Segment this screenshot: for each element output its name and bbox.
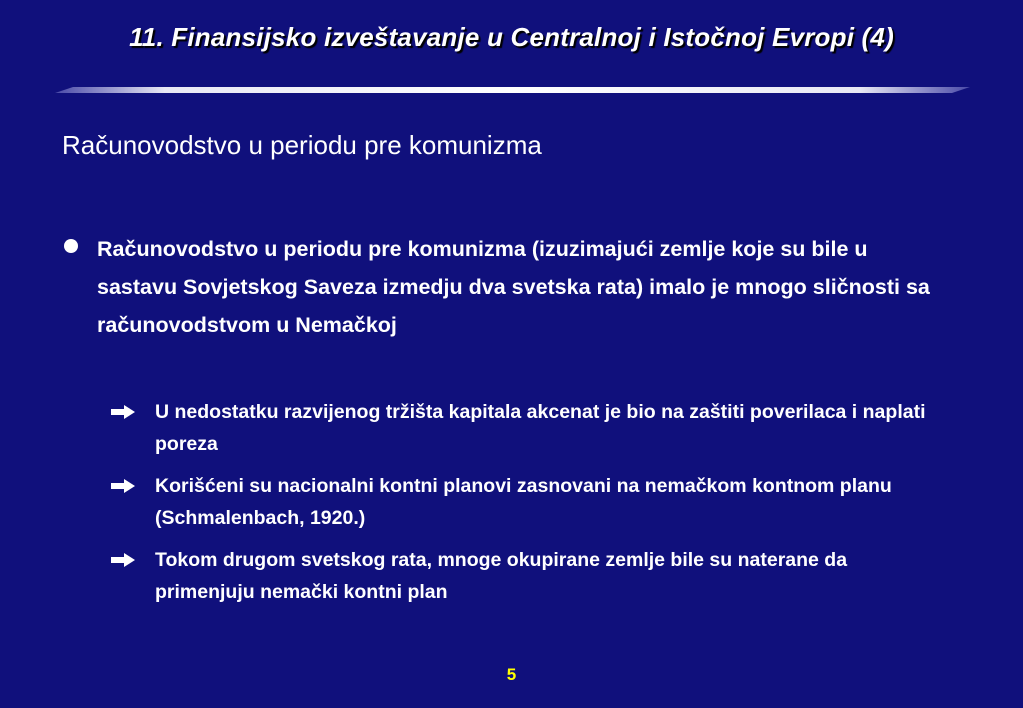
sub-bullet-text: Korišćeni su nacionalni kontni planovi zasnovani na nemačkom kontnom planu (Schmalenbach, 1920.)	[155, 475, 892, 529]
slide-title: 11. Finansijsko izveštavanje u Centralnoj i Istočnoj Evropi (4)	[129, 22, 894, 52]
right-arrow-icon	[110, 552, 136, 568]
sub-bullet-item	[110, 396, 930, 460]
sub-bullet-item	[110, 544, 930, 608]
sub-bullet-text: Tokom drugom svetskog rata, mnoge okupirane zemlje bile su naterane da primenjuju nemački kontni plan	[155, 549, 848, 603]
main-bullet-text: Računovodstvo u periodu pre komunizma (izuzimajući zemlje koje su bile u sastavu Sovjetskog Saveza izmedju dva svetska rata) imalo je mnogo sličnosti sa računovodstvom u Nemačkoj	[97, 237, 930, 337]
sub-bullet-item	[110, 470, 930, 534]
sub-bullet-list	[110, 396, 930, 618]
sub-bullet-text: U nedostatku razvijenog tržišta kapitala akcenat je bio na zaštiti poverilaca i naplati poreza	[155, 401, 926, 455]
right-arrow-icon	[110, 478, 136, 494]
page-number: 5	[506, 665, 517, 684]
filled-circle-icon	[64, 239, 78, 253]
right-arrow-icon	[110, 404, 136, 420]
title-divider	[55, 84, 970, 96]
slide-subtitle: Računovodstvo u periodu pre komunizma	[62, 130, 542, 160]
